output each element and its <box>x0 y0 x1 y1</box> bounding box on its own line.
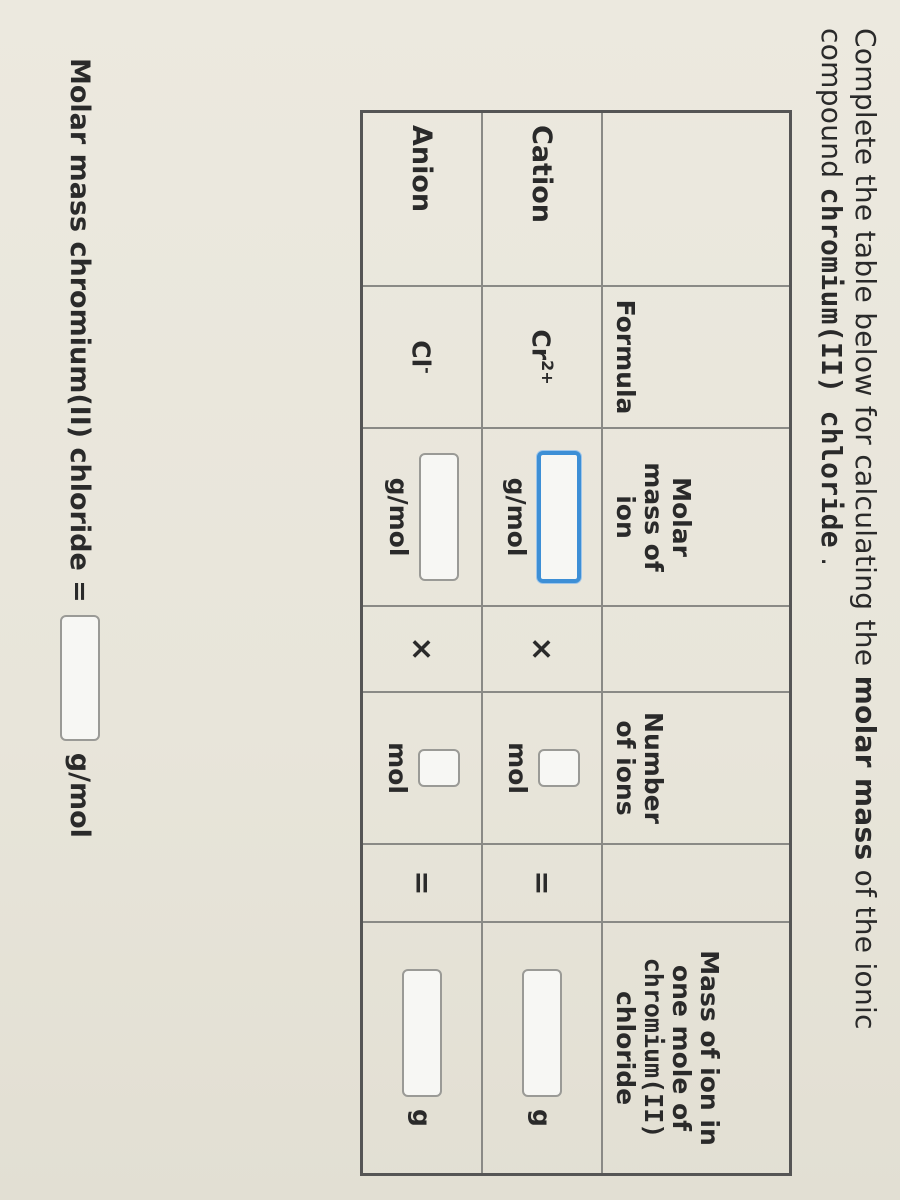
molar-mass-result <box>60 58 100 838</box>
anion-molar-mass-cell: g/mol <box>362 428 483 606</box>
header-mass-of-ion: Mass of ion in one mole of chromium(II) chloride <box>602 922 791 1175</box>
cation-number-cell: mol <box>482 692 602 844</box>
cation-formula: $Cr^{2+}$ <box>482 286 602 428</box>
cation-row <box>482 112 602 1175</box>
anion-molar-mass-input[interactable] <box>420 453 460 581</box>
anion-number-input[interactable] <box>419 749 461 787</box>
result-label: Molar mass chromium(II) chloride = <box>64 58 96 603</box>
term-molar-mass: molar mass <box>849 675 882 861</box>
anion-formula: Cl- <box>362 286 483 428</box>
molar-mass-answer-input[interactable] <box>60 615 100 741</box>
cation-number-input[interactable] <box>539 749 581 787</box>
compound-name: chromium(II) chloride <box>815 187 848 548</box>
header-molar-mass: Molar mass of ion <box>602 428 791 606</box>
cation-mass-cell: g <box>482 922 602 1175</box>
header-formula: Formula <box>602 286 791 428</box>
times-sign: × <box>482 606 602 692</box>
header-blank <box>602 112 791 287</box>
cation-molar-mass-input[interactable] <box>538 451 582 583</box>
question-prompt: Complete the table below for calculating the molar mass of the ionic compound chromium(II) chloride . <box>815 28 882 1030</box>
result-unit: g/mol <box>64 752 96 838</box>
times-sign: × <box>362 606 483 692</box>
equals-sign: = <box>362 844 483 922</box>
molar-mass-table <box>360 110 792 1176</box>
row-label-cation: Cation <box>482 112 602 287</box>
header-blank-equals <box>602 844 791 922</box>
header-blank-times <box>602 606 791 692</box>
header-number-of-ions: Number of ions <box>602 692 791 844</box>
header-row <box>602 112 791 1175</box>
cation-molar-mass-cell: g/mol <box>482 428 602 606</box>
equals-sign: = <box>482 844 602 922</box>
row-label-anion: Anion <box>362 112 483 287</box>
anion-number-cell: mol <box>362 692 483 844</box>
cation-mass-input[interactable] <box>522 969 562 1097</box>
anion-mass-cell: g <box>362 922 483 1175</box>
anion-mass-input[interactable] <box>402 969 442 1097</box>
anion-row <box>362 112 483 1175</box>
